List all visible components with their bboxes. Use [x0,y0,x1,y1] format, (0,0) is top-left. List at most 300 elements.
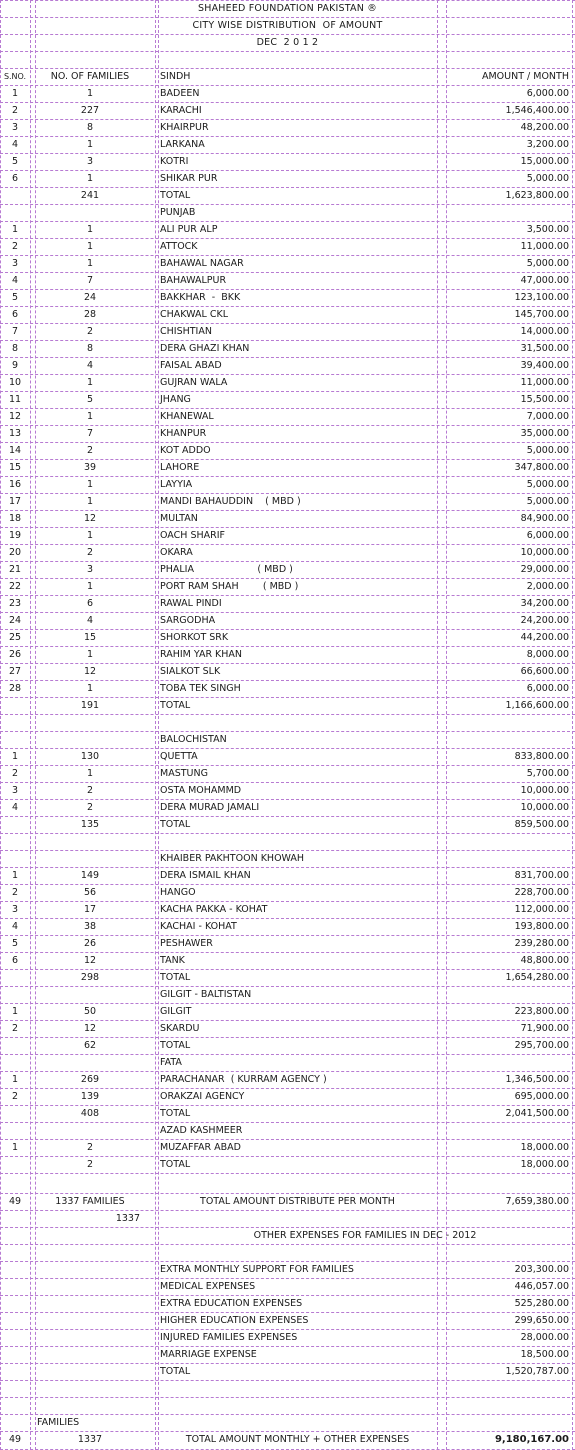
spacer-row [0,1397,575,1414]
grand-sno: 49 [8,1434,22,1445]
serial-number: 23 [8,598,22,609]
serial-number: 1 [11,1142,19,1153]
table-row [0,85,575,102]
summary-families: 1337 FAMILIES [55,1196,125,1207]
serial-number: 8 [11,343,19,354]
city-name: TOTAL [160,700,191,711]
table-row [0,459,575,476]
serial-number: 27 [8,666,22,677]
family-count: 1 [86,173,94,184]
amount [445,732,569,748]
city-name: MANDI BAHAUDDIN ( MBD ) [160,496,301,507]
family-count: 3 [86,564,94,575]
family-count: 39 [83,462,97,473]
family-count: 24 [83,292,97,303]
expense-row [0,1346,575,1363]
family-count: 1 [86,479,94,490]
amount: 5,700.00 [526,768,569,779]
expense-name: INJURED FAMILIES EXPENSES [160,1332,298,1343]
city-name: OKARA [160,547,193,558]
serial-number [0,188,30,204]
amount: 5,000.00 [526,445,569,456]
table-row [0,374,575,391]
family-count: 56 [83,887,97,898]
amount: 34,200.00 [520,598,569,609]
serial-number: 5 [11,292,19,303]
amount: 39,400.00 [520,360,569,371]
amount [445,1055,569,1071]
city-name: BAHAWALPUR [160,275,227,286]
family-count: 26 [83,938,97,949]
family-count: 2 [86,802,94,813]
amount: 5,000.00 [526,258,569,269]
serial-number: 2 [11,768,19,779]
city-name: BALOCHISTAN [160,734,227,745]
serial-number: 3 [11,785,19,796]
amount: 295,700.00 [514,1040,569,1051]
table-row [0,799,575,816]
spacer-row [0,833,575,850]
amount: 3,500.00 [526,224,569,235]
table-row [0,765,575,782]
grand-total-label: TOTAL AMOUNT MONTHLY + OTHER EXPENSES [185,1434,410,1445]
expense-amount: 446,057.00 [514,1281,569,1292]
family-count: 12 [83,955,97,966]
expense-amount: 28,000.00 [520,1332,569,1343]
city-name: SIALKOT SLK [160,666,221,677]
serial-number: 12 [8,411,22,422]
family-count: 2 [86,1142,94,1153]
city-name: DERA ISMAIL KHAN [160,870,251,881]
amount: 112,000.00 [514,904,569,915]
summary-sno: 49 [8,1196,22,1207]
amount: 6,000.00 [526,88,569,99]
serial-number [0,817,30,833]
family-count: 17 [83,904,97,915]
family-count: 8 [86,122,94,133]
city-name: LARKANA [160,139,205,150]
total-row [0,969,575,986]
table-row [0,289,575,306]
city-name: ALI PUR ALP [160,224,218,235]
spacer-row [0,51,575,68]
table-row [0,1020,575,1037]
city-name: KHAIRPUR [160,122,209,133]
city-name: TOTAL [160,972,191,983]
city-name: FAISAL ABAD [160,360,222,371]
family-count: 1 [86,530,94,541]
serial-number: 13 [8,428,22,439]
serial-number: 28 [8,683,22,694]
expense-name: EXTRA MONTHLY SUPPORT FOR FAMILIES [160,1264,354,1275]
city-name: PUNJAB [160,207,196,218]
column-header-amount: AMOUNT / MONTH [481,71,569,82]
amount: 10,000.00 [520,785,569,796]
section-header-row [0,986,575,1003]
city-name: KHANEWAL [160,411,214,422]
city-name: RAHIM YAR KHAN [160,649,243,660]
expense-name: HIGHER EDUCATION EXPENSES [160,1315,309,1326]
city-name: BAKKHAR - BKK [160,292,241,303]
amount: 1,623,800.00 [505,190,569,201]
family-count: 227 [80,105,100,116]
city-name: MASTUNG [160,768,208,779]
amount: 14,000.00 [520,326,569,337]
table-row [0,867,575,884]
city-name: PHALIA ( MBD ) [160,564,293,575]
serial-number: 1 [11,88,19,99]
grand-families-label-row [0,1414,575,1431]
amount: 859,500.00 [514,819,569,830]
serial-number: 6 [11,955,19,966]
amount: 833,800.00 [514,751,569,762]
total-row [0,1037,575,1054]
city-name: JHANG [160,394,191,405]
table-row [0,1003,575,1020]
city-name: DERA GHAZI KHAN [160,343,250,354]
family-count [35,987,145,1003]
city-name: QUETTA [160,751,198,762]
family-count [35,205,145,221]
city-name: TOTAL [160,1040,191,1051]
city-name: DERA MURAD JAMALI [160,802,260,813]
table-row [0,646,575,663]
table-row [0,306,575,323]
city-name: SHIKAR PUR [160,173,218,184]
table-row [0,952,575,969]
table-row [0,748,575,765]
city-name: PESHAWER [160,938,213,949]
grand-total-amount: 9,180,167.00 [494,1434,569,1445]
expense-amount: 525,280.00 [514,1298,569,1309]
family-count: 1 [86,581,94,592]
table-row [0,136,575,153]
amount: 2,041,500.00 [505,1108,569,1119]
family-count: 8 [86,343,94,354]
spacer-row [0,714,575,731]
summary-row [0,1193,575,1210]
table-row [0,153,575,170]
expense-row [0,1295,575,1312]
serial-number: 1 [11,1074,19,1085]
spacer-row [0,1173,575,1190]
serial-number [0,732,30,748]
serial-number [0,1055,30,1071]
city-name: OACH SHARIF [160,530,225,541]
report-period: DEC 2 0 1 2 [256,37,319,48]
amount [445,205,569,221]
serial-number: 14 [8,445,22,456]
serial-number [0,851,30,867]
family-count: 241 [80,190,100,201]
serial-number: 6 [11,173,19,184]
amount: 8,000.00 [526,649,569,660]
family-count: 1 [86,139,94,150]
family-count: 38 [83,921,97,932]
serial-number [0,970,30,986]
city-name: GILGIT [160,1006,192,1017]
grand-families-label: FAMILIES [37,1417,80,1428]
serial-number [0,698,30,714]
city-name: BAHAWAL NAGAR [160,258,244,269]
serial-number: 1 [11,751,19,762]
family-count: 5 [86,394,94,405]
amount [445,851,569,867]
city-name: LAHORE [160,462,200,473]
table-row [0,255,575,272]
serial-number: 25 [8,632,22,643]
amount: 1,654,280.00 [505,972,569,983]
family-count: 7 [86,275,94,286]
expense-row [0,1312,575,1329]
family-count: 130 [80,751,100,762]
city-name: SARGODHA [160,615,216,626]
expense-amount: 203,300.00 [514,1264,569,1275]
table-row [0,238,575,255]
family-count: 28 [83,309,97,320]
summary-count-row [0,1210,575,1227]
city-name: ATTOCK [160,241,198,252]
serial-number: 18 [8,513,22,524]
family-count: 1 [86,768,94,779]
amount: 15,500.00 [520,394,569,405]
family-count: 1 [86,411,94,422]
family-count: 2 [86,547,94,558]
serial-number: 2 [11,1023,19,1034]
amount: 5,000.00 [526,496,569,507]
city-name: KHAIBER PAKHTOON KHOWAH [160,853,305,864]
amount: 66,600.00 [520,666,569,677]
serial-number: 7 [11,326,19,337]
serial-number: 2 [11,887,19,898]
table-row [0,595,575,612]
city-name: OSTA MOHAMMD [160,785,242,796]
family-count: 1 [86,683,94,694]
family-count: 12 [83,1023,97,1034]
city-name: TOTAL [160,1108,191,1119]
serial-number [0,1038,30,1054]
total-row [0,187,575,204]
serial-number: 11 [8,394,22,405]
table-row [0,663,575,680]
serial-number: 4 [11,921,19,932]
section-header-row [0,204,575,221]
amount: 1,546,400.00 [505,105,569,116]
amount [445,1123,569,1139]
city-name: SKARDU [160,1023,200,1034]
family-count: 2 [86,326,94,337]
expense-amount: 18,500.00 [520,1349,569,1360]
serial-number: 5 [11,938,19,949]
column-header-region: SINDH [160,71,191,82]
amount: 11,000.00 [520,377,569,388]
family-count: 2 [86,785,94,796]
table-row [0,476,575,493]
family-count: 7 [86,428,94,439]
other-expenses-title: OTHER EXPENSES FOR FAMILIES IN DEC - 2012 [253,1230,477,1241]
city-name: TOTAL [160,190,191,201]
table-row [0,901,575,918]
amount: 2,000.00 [526,581,569,592]
serial-number: 19 [8,530,22,541]
amount: 695,000.00 [514,1091,569,1102]
family-count: 4 [86,615,94,626]
family-count: 6 [86,598,94,609]
serial-number: 15 [8,462,22,473]
city-name: KACHA PAKKA - KOHAT [160,904,268,915]
city-name: TOTAL [160,1159,191,1170]
header-row [0,17,575,34]
amount: 31,500.00 [520,343,569,354]
city-name: GUJRAN WALA [160,377,228,388]
expense-row [0,1278,575,1295]
serial-number: 1 [11,224,19,235]
city-name: AZAD KASHMEER [160,1125,243,1136]
total-row [0,1156,575,1173]
amount: 123,100.00 [514,292,569,303]
city-name: LAYYIA [160,479,193,490]
amount: 3,200.00 [526,139,569,150]
other-expenses-title-row [0,1227,575,1244]
family-count: 1 [86,649,94,660]
family-count [35,851,145,867]
city-name: TANK [160,955,185,966]
family-count: 269 [80,1074,100,1085]
grand-total-row [0,1431,575,1450]
amount: 29,000.00 [520,564,569,575]
expense-amount: 299,650.00 [514,1315,569,1326]
serial-number [0,1123,30,1139]
family-count: 149 [80,870,100,881]
table-row [0,119,575,136]
family-count: 298 [80,972,100,983]
total-row [0,816,575,833]
family-count: 1 [86,258,94,269]
city-name: FATA [160,1057,182,1068]
city-name: CHAKWAL CKL [160,309,229,320]
table-row [0,612,575,629]
family-count: 1 [86,88,94,99]
city-name: KOT ADDO [160,445,211,456]
serial-number: 20 [8,547,22,558]
table-row [0,578,575,595]
table-row [0,527,575,544]
serial-number: 22 [8,581,22,592]
table-row [0,1139,575,1156]
serial-number: 17 [8,496,22,507]
amount: 223,800.00 [514,1006,569,1017]
expense-name: MARRIAGE EXPENSE [160,1349,257,1360]
amount: 193,800.00 [514,921,569,932]
serial-number [0,1106,30,1122]
family-count: 1 [86,496,94,507]
serial-number: 6 [11,309,19,320]
spacer-row [0,1380,575,1397]
spacer-row [0,1244,575,1261]
table-row [0,357,575,374]
table-row [0,221,575,238]
city-name: TOBA TEK SINGH [160,683,241,694]
city-name: MUZAFFAR ABAD [160,1142,241,1153]
table-row [0,442,575,459]
summary-amount: 7,659,380.00 [505,1196,569,1207]
family-count: 2 [86,1159,94,1170]
serial-number: 2 [11,241,19,252]
table-row [0,425,575,442]
city-name: BADEEN [160,88,200,99]
table-row [0,510,575,527]
amount: 48,200.00 [520,122,569,133]
amount: 5,000.00 [526,479,569,490]
header-row [0,0,575,17]
serial-number: 1 [11,870,19,881]
serial-number: 5 [11,156,19,167]
header-row [0,34,575,51]
amount: 5,000.00 [526,173,569,184]
report-title: CITY WISE DISTRIBUTION OF AMOUNT [192,20,383,31]
amount: 1,346,500.00 [505,1074,569,1085]
serial-number [0,1157,30,1173]
table-row [0,102,575,119]
amount: 145,700.00 [514,309,569,320]
table-row [0,680,575,697]
serial-number [0,205,30,221]
section-header-row [0,1122,575,1139]
amount: 7,000.00 [526,411,569,422]
amount: 18,000.00 [520,1159,569,1170]
city-name: RAWAL PINDI [160,598,222,609]
family-count: 139 [80,1091,100,1102]
table-row [0,935,575,952]
family-count [35,1123,145,1139]
amount [445,987,569,1003]
table-row [0,1071,575,1088]
serial-number: 2 [11,1091,19,1102]
serial-number: 4 [11,802,19,813]
amount: 24,200.00 [520,615,569,626]
serial-number: 16 [8,479,22,490]
total-row [0,1105,575,1122]
amount: 84,900.00 [520,513,569,524]
expense-name: EXTRA EDUCATION EXPENSES [160,1298,303,1309]
serial-number: 21 [8,564,22,575]
serial-number [0,987,30,1003]
city-name: KACHAI - KOHAT [160,921,237,932]
grand-families: 1337 [77,1434,103,1445]
amount: 44,200.00 [520,632,569,643]
family-count: 1 [86,224,94,235]
table-row [0,782,575,799]
table-row [0,884,575,901]
amount: 228,700.00 [514,887,569,898]
city-name: GILGIT - BALTISTAN [160,989,252,1000]
serial-number: 9 [11,360,19,371]
amount: 831,700.00 [514,870,569,881]
serial-number: 4 [11,275,19,286]
family-count: 12 [83,666,97,677]
city-name: CHISHTIAN [160,326,212,337]
amount: 6,000.00 [526,683,569,694]
city-name: HANGO [160,887,196,898]
summary-families-count: 1337 [115,1213,140,1224]
serial-number: 3 [11,258,19,269]
serial-number: 4 [11,139,19,150]
family-count: 408 [80,1108,100,1119]
city-name: KARACHI [160,105,202,116]
table-row [0,170,575,187]
family-count: 191 [80,700,100,711]
table-row [0,340,575,357]
